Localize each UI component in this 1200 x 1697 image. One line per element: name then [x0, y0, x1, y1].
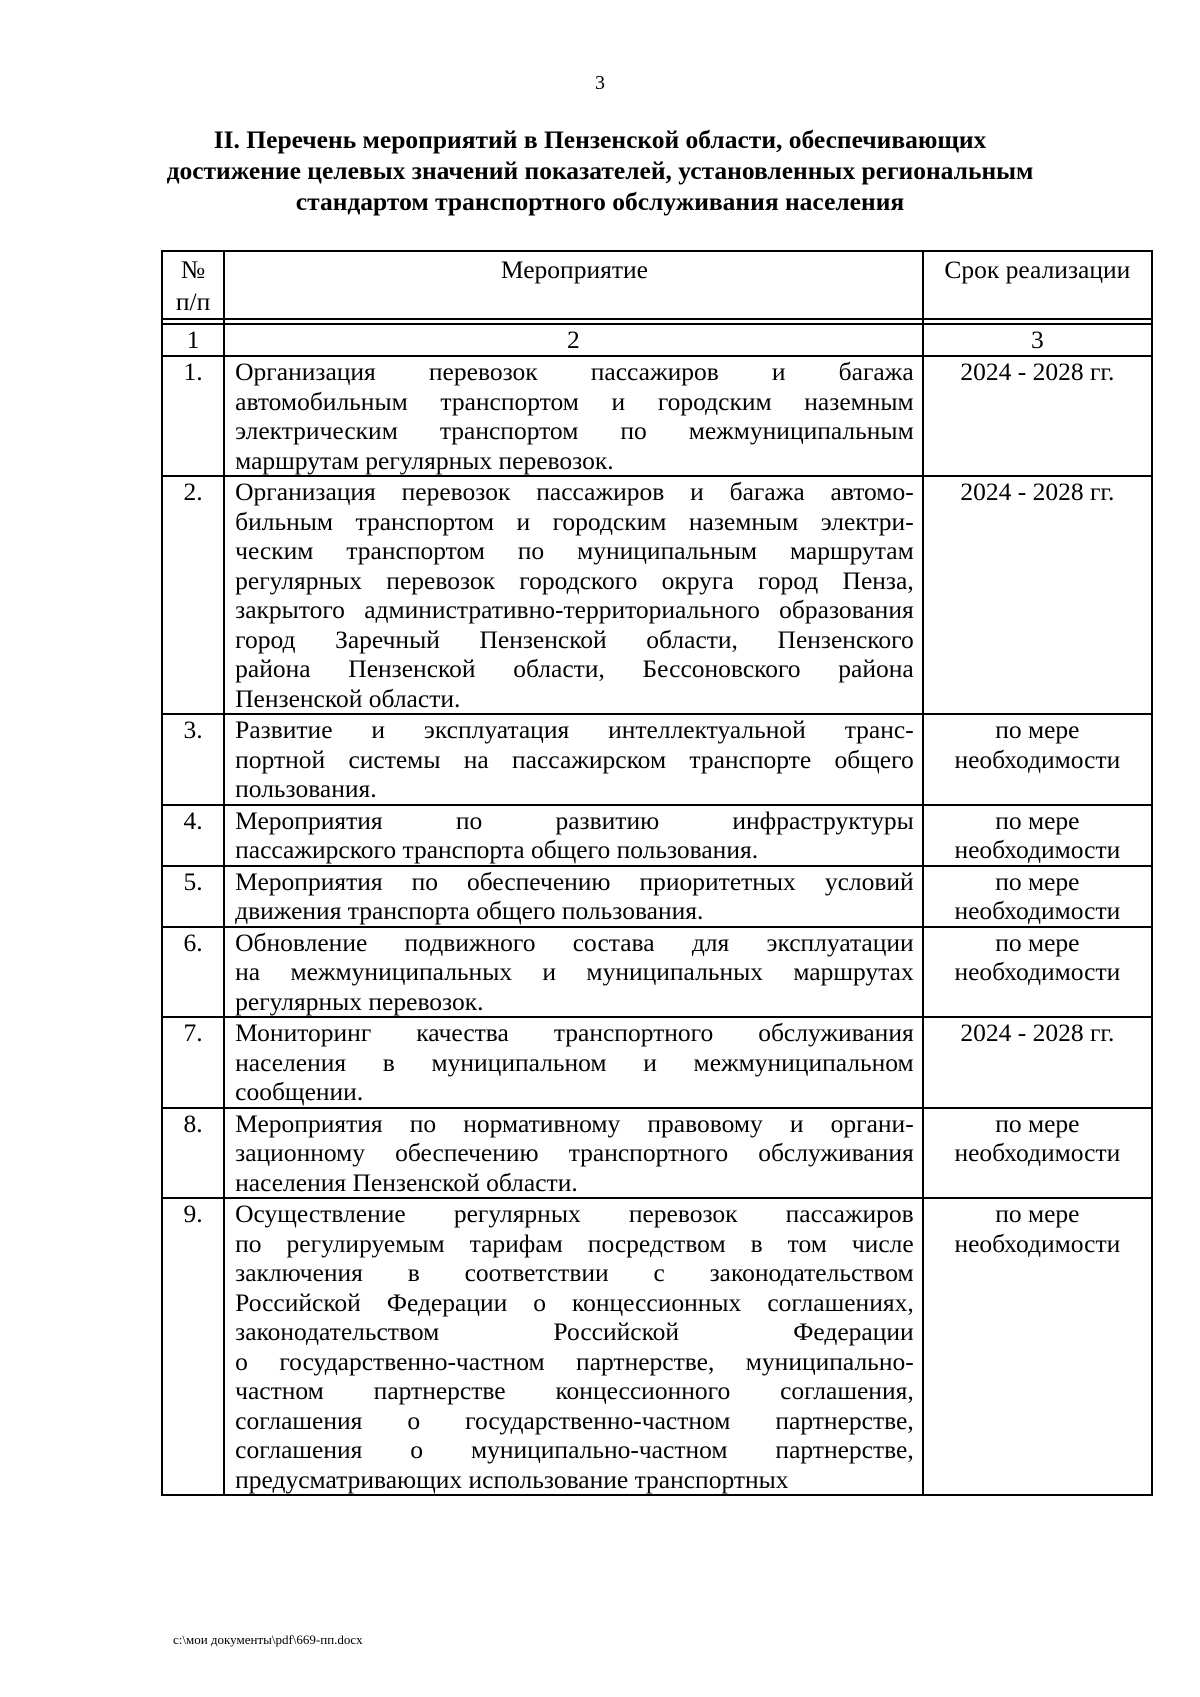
section-title-line: достижение целевых значений показателей, установленных региональным [166, 156, 1034, 185]
measure-line: частном партнерстве концессионного соглашения, [235, 1376, 914, 1405]
measure-line: Развитие и эксплуатация интеллектуальной транс- [235, 715, 914, 744]
measure-line: пассажирского транспорта общего пользования. [235, 835, 759, 864]
section-title-line: стандартом транспортного обслуживания населения [295, 187, 905, 216]
row-number: 1. [162, 356, 224, 476]
measure-line: регулярных перевозок. [235, 986, 484, 1016]
measure-line: района Пензенской области, Бессоновского района [235, 654, 914, 683]
term-line: по мере [995, 927, 1080, 957]
measure-line: Мероприятия по нормативному правовому и органи- [235, 1108, 914, 1138]
row-number: 5. [162, 866, 224, 927]
measure-line: Организация перевозок пассажиров и багажа автомо- [235, 477, 914, 506]
measure-line: регулярных перевозок городского округа город Пенза, [235, 565, 914, 595]
table-row [162, 1108, 1152, 1199]
row-number: 7. [162, 1017, 224, 1108]
term-cell [923, 714, 1152, 805]
table-row [162, 805, 1152, 866]
table-row [162, 1017, 1152, 1108]
page-number: 3 [595, 72, 605, 94]
measure-line: предусматривающих использование транспортных [235, 1464, 789, 1494]
column-numbers-row [162, 324, 1152, 356]
measure-line: ческим транспортом по муниципальным маршрутам [235, 536, 914, 565]
table-row [162, 714, 1152, 805]
term-line: необходимости [954, 957, 1121, 986]
row-number: 6. [162, 927, 224, 1018]
term-line: 2024 - 2028 гг. [960, 477, 1115, 506]
measure-line: Обновление подвижного состава для эксплуатации [235, 927, 914, 957]
measure-line: законодательством Российской Федерации [235, 1317, 914, 1346]
measure-cell [224, 1017, 923, 1108]
header-num-line: п/п [175, 287, 211, 316]
term-line: по мере [995, 715, 1080, 744]
measure-line: Организация перевозок пассажиров и багажа [235, 357, 914, 386]
measure-cell [224, 1108, 923, 1199]
header-num-line: № [180, 255, 206, 284]
column-number: 3 [923, 324, 1152, 356]
term-cell [923, 805, 1152, 866]
measure-line: город Заречный Пензенской области, Пензенского [235, 624, 914, 654]
measure-line: на межмуниципальных и муниципальных маршрутах [235, 957, 914, 986]
measure-line: соглашения о государственно-частном партнерстве, [235, 1405, 914, 1435]
term-line: необходимости [954, 1228, 1121, 1258]
section-title [160, 124, 1040, 217]
table-row [162, 866, 1152, 927]
term-cell [923, 356, 1152, 476]
term-line: необходимости [954, 835, 1121, 864]
measure-line: Осуществление регулярных перевозок пассажиров [235, 1199, 914, 1228]
measure-cell [224, 476, 923, 714]
table-row [162, 1198, 1152, 1495]
table-row [162, 927, 1152, 1018]
term-line: необходимости [954, 896, 1121, 925]
row-number: 2. [162, 476, 224, 714]
term-line: необходимости [954, 1138, 1121, 1167]
row-number: 8. [162, 1108, 224, 1199]
header-measure: Мероприятие [224, 251, 923, 319]
term-line: необходимости [954, 744, 1121, 774]
header-term: Срок реализации [923, 251, 1152, 319]
measure-line: населения Пензенской области. [235, 1167, 578, 1197]
measure-line: Мониторинг качества транспортного обслуживания [235, 1018, 914, 1047]
measure-cell [224, 714, 923, 805]
measure-line: движения транспорта общего пользования. [235, 896, 704, 925]
measure-line: электрическим транспортом по межмуниципальным [235, 416, 914, 445]
term-line: 2024 - 2028 гг. [960, 1018, 1115, 1047]
section-title-line: II. Перечень мероприятий в Пензенской области, обеспечивающих [213, 125, 987, 154]
table-row [162, 476, 1152, 714]
measure-line: Пензенской области. [235, 683, 461, 713]
row-number: 4. [162, 805, 224, 866]
measure-line: автомобильным транспортом и городским наземным [235, 386, 914, 416]
measure-line: по регулируемым тарифам посредством в том числе [235, 1228, 914, 1258]
measure-line: заключения в соответствии с законодательством [235, 1258, 914, 1287]
row-number: 9. [162, 1198, 224, 1495]
column-number: 2 [224, 324, 923, 356]
term-cell [923, 476, 1152, 714]
row-number: 3. [162, 714, 224, 805]
measure-cell [224, 356, 923, 476]
measure-line: о государственно-частном партнерстве, муниципально- [235, 1346, 914, 1376]
measure-cell [224, 866, 923, 927]
measure-line: Мероприятия по обеспечению приоритетных условий [235, 866, 914, 896]
term-cell [923, 927, 1152, 1018]
term-cell [923, 866, 1152, 927]
term-cell [923, 1017, 1152, 1108]
measure-line: бильным транспортом и городским наземным электри- [235, 506, 914, 536]
measure-line: соглашения о муниципально-частном партнерстве, [235, 1435, 914, 1464]
term-line: по мере [995, 1199, 1080, 1228]
measure-cell [224, 927, 923, 1018]
term-cell [923, 1108, 1152, 1199]
table-header-row [162, 251, 1152, 319]
term-line: 2024 - 2028 гг. [960, 357, 1115, 386]
measure-line: зационному обеспечению транспортного обслуживания [235, 1138, 914, 1167]
table-row [162, 356, 1152, 476]
file-path-footer: c:\мои документы\pdf\669-пп.docx [173, 1632, 363, 1647]
measure-line: Мероприятия по развитию инфраструктуры [235, 805, 914, 835]
measure-line: Российской Федерации о концессионных соглашениях, [235, 1287, 914, 1317]
measure-line: маршрутам регулярных перевозок. [235, 445, 614, 475]
term-line: по мере [995, 805, 1080, 835]
term-line: по мере [995, 866, 1080, 896]
measure-cell [224, 1198, 923, 1495]
column-number: 1 [162, 324, 224, 356]
term-cell [923, 1198, 1152, 1495]
measure-line: пользования. [235, 774, 377, 803]
measures-table [161, 250, 1153, 1496]
term-line: по мере [995, 1108, 1080, 1138]
measure-line: закрытого административно-территориального образования [235, 595, 914, 624]
header-num [162, 251, 224, 319]
measure-line: населения в муниципальном и межмуниципальном [235, 1047, 914, 1077]
measure-cell [224, 805, 923, 866]
measure-line: портной системы на пассажирском транспорте общего [235, 744, 914, 774]
measure-line: сообщении. [235, 1077, 364, 1106]
